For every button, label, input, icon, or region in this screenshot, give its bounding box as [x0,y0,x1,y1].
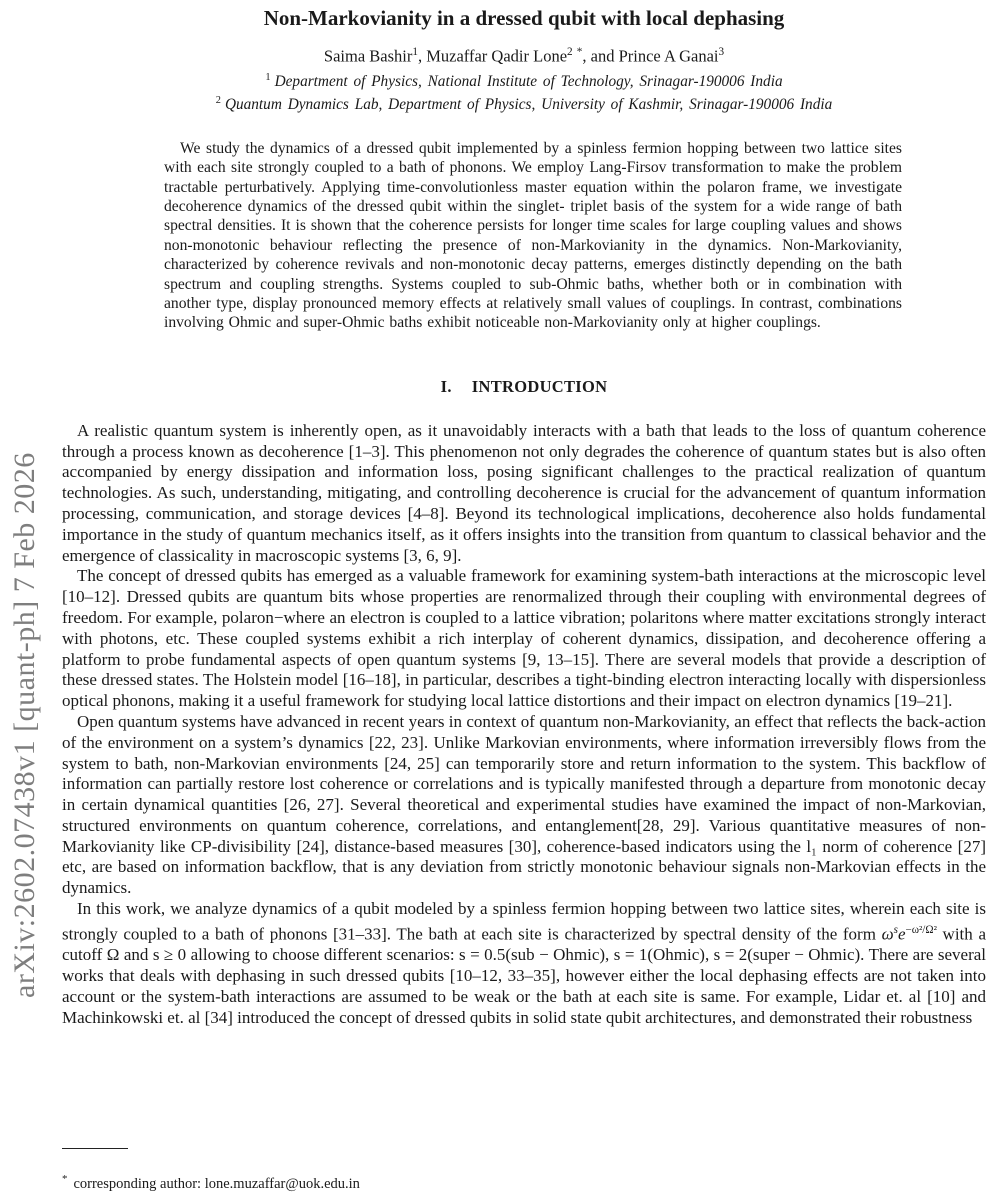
affiliations [62,68,986,114]
paper-title: Non-Markovianity in a dressed qubit with local dephasing [263,6,785,30]
abstract: We study the dynamics of a dressed qubit implemented by a spinless fermion hopping between two lattice sites with each site strongly coupled to a bath of phonons. We employ Lang-Firsov transformation to make the problem tractable perturbatively. Applying time-convolutionless master equation within the polaron frame, we investigate decoherence dynamics of the dressed qubit within the singlet- triplet basis of the system for a wide range of bath spectral densities. It is shown that the coherence persists for longer time scales for large coupling values and shows non-monotonic behaviour reflecting the presence of non-Markovianity in the dynamics. Non-Markovianity, characterized by coherence revivals and non-monotonic decay patterns, emerges distinctly depending on the bath spectrum and coupling strengths. Systems coupled to sub-Ohmic baths, whether both or in combination with another type, display pronounced memory effects at relatively small values of couplings. In contrast, combinations involving Ohmic and super-Ohmic baths exhibit noticeable non-Markovianity only at higher couplings. [164,139,902,332]
math-exponent-s: s [893,923,898,936]
affiliation-2-mark: 2 [215,94,221,106]
author-separator: , [417,46,427,66]
section-number: I. [440,376,452,396]
affiliation-1 [62,68,986,91]
introduction-body [62,421,986,1029]
math-e-symbol: e [897,924,906,944]
authors-line [62,46,986,67]
paragraph-text: with a cutoff Ω and s ≥ 0 allowing to choose different scenarios: s = 0.5(sub − Ohmic), s = 1(Ohmic), s = 2(super − Ohmic). There are several works that deals with dephasing in such dressed qubits [10–12, 33–35], however either the local dephasing effects are not taken into account or the system-bath interactions are assumed to be weak or the bath at each site is same. For example, Lidar et. al [10] and Machinkowski et. al [34] introduced the concept of dressed qubits in solid state qubit architectures, and demonstrated their robustness [62,924,986,1027]
math-omega-symbol: ω [881,924,894,944]
affiliation-1-mark: 1 [265,71,271,83]
corresponding-author-note [62,1173,986,1193]
intro-paragraph-2: The concept of dressed qubits has emerged as a valuable framework for examining system-bath interactions at the microscopic level [10–12]. Dressed qubits are quantum bits whose properties are renormalized through their coupling with environmental degrees of freedom. For example, polaron−where an electron is coupled to a lattice vibration; polaritons where matter excitations strongly interact with photons, etc. These coupled systems exhibit a rich interplay of coherent dynamics, dissipation, and decoherence offering a platform to probe fundamental aspects of open quantum systems [9, 13–15]. There are several models that provide a description of these dressed states. The Holstein model [16–18], in particular, describes a tight-binding electron interacting locally with dispersionless optical phonons, making it a useful framework for studying local lattice distortions and their impact on electron dynamics [19–21]. [62,566,986,711]
paragraph-text: In this work, we analyze dynamics of a qubit modeled by a spinless fermion hopping between two lattice sites, wherein each site is strongly coupled to a bath of phonons [31–33]. The bath at each site is characterized by spectral density of the form [62,899,986,944]
affiliation-2 [62,91,986,114]
author-3-affiliation-mark: 3 [718,46,725,58]
intro-paragraph-3: Open quantum systems have advanced in recent years in context of quantum non-Markovianity, an effect that reflects the back-action of the environment on a system’s dynamics [22, 23]. Unlike Markovian environments, where information irreversibly flows from the system to bath, non-Markovian environments [24, 25] can temporarily store and return information to the system. This backflow of information can partially restore lost coherence or correlations and is typically manifested through a departure from monotonic decay in certain dynamical quantities [26, 27]. Several theoretical and experimental studies have examined the impact of non-Markovian, structured environments on quantum coherence, correlations, and entanglement[28, 29]. Various quantitative measures of non-Markovianity like CP-divisibility [24], distance-based measures [30], coherence-based indicators using the l₁ norm of coherence [27] etc, are based on information backflow, that is any deviation from strictly monotonic behaviour signals non-Markovian effects in the dynamics. [62,711,986,898]
corresponding-author-mark: * [576,46,583,58]
footnote-rule [62,1148,128,1149]
intro-paragraph-1: A realistic quantum system is inherently open, as it unavoidably interacts with a bath that leads to the loss of quantum coherence through a process known as decoherence [1–3]. This phenomenon not only degrades the coherence of quantum states but is also often accompanied by energy dissipation and information loss, posing significant challenges to the practical realization of quantum technologies. As such, understanding, mitigating, and controlling decoherence is crucial for the advancement of quantum information processing, communication, and storage devices [4–8]. Beyond its technological implications, decoherence also holds fundamental importance in the study of quantum mechanics itself, as it offers insights into the transition from quantum to classical behavior and the emergence of classicality in macroscopic systems [3, 6, 9]. [62,420,986,565]
footnote-marker: * [62,1173,68,1185]
author-separator: , and [582,46,619,66]
section-title: INTRODUCTION [471,376,608,396]
author-2: Muzaffar Qadir Lone [426,46,568,66]
paper-page [62,0,986,1029]
intro-paragraph-4 [62,899,986,1028]
author-1-affiliation-mark: 1 [412,46,418,58]
author-1: Saima Bashir [323,46,413,66]
math-exponent-expression: −ω²/Ω² [905,923,937,936]
author-3: Prince A Ganai [618,46,719,66]
affiliation-1-text: Department of Physics, National Institute of Technology, Srinagar-190006 India [274,72,783,90]
footnote-text: corresponding author: lone.muzaffar@uok.edu.in [73,1175,360,1192]
author-2-affiliation-mark: 2 [567,46,573,58]
affiliation-2-text: Quantum Dynamics Lab, Department of Physics, University of Kashmir, Srinagar-190006 India [224,95,833,113]
arxiv-watermark: arXiv:2602.07438v1 [quant-ph] 7 Feb 2026 [8,452,41,998]
section-heading-introduction [62,377,986,397]
footnote-block [62,1148,986,1193]
